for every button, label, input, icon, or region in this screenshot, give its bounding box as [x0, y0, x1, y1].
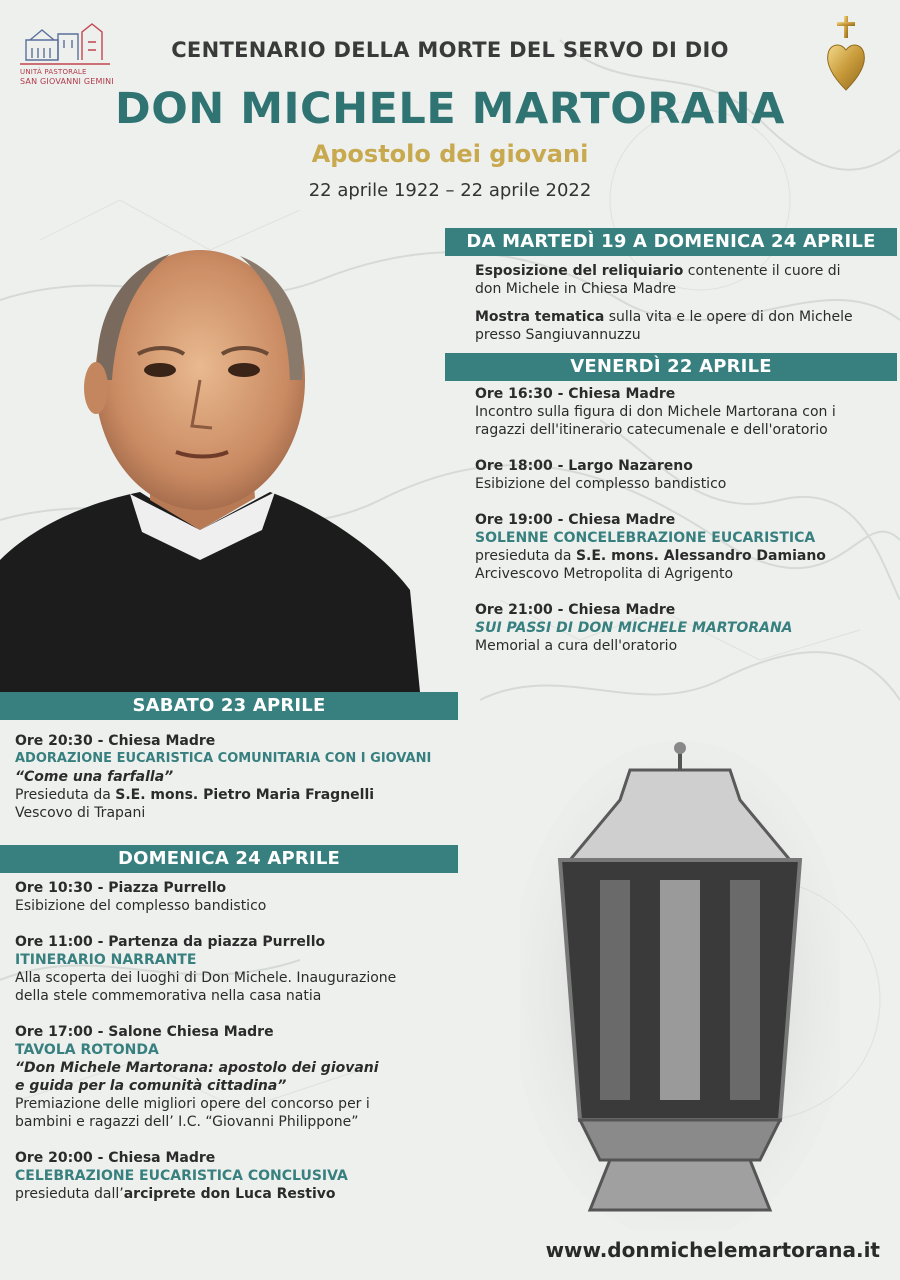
event-time: Ore 16:30 - Chiesa Madre [475, 386, 676, 402]
event-item [15, 732, 455, 822]
event-item [15, 1023, 455, 1131]
event-item [475, 385, 890, 439]
event-quote: “Come una farfalla” [15, 769, 174, 785]
event-line: Alla scoperta dei luoghi di Don Michele. Inaugurazione [15, 970, 397, 986]
section-saturday-content [15, 732, 455, 840]
event-heading: SOLENNE CONCELEBRAZIONE EUCARISTICA [475, 530, 816, 546]
event-line: ragazzi dell'itinerario catecumenale e dell'oratorio [475, 422, 828, 438]
week-item1-bold: Esposizione del reliquiario [475, 263, 684, 279]
event-time: Ore 11:00 - Partenza da piazza Purrello [15, 934, 326, 950]
week-item1-line2: don Michele in Chiesa Madre [475, 281, 677, 297]
event-line-prefix: Presieduta da [15, 787, 116, 803]
week-item2-rest: sulla vita e le opere di don Michele [604, 309, 853, 325]
event-line-prefix: presieduta dall’ [15, 1186, 124, 1202]
event-heading: ADORAZIONE EUCARISTICA COMUNITARIA CON I GIOVANI [15, 751, 432, 766]
website-link[interactable]: www.donmichelemartorana.it [545, 1238, 880, 1262]
event-line: Vescovo di Trapani [15, 805, 146, 821]
event-time: Ore 10:30 - Piazza Purrello [15, 880, 227, 896]
event-heading: SUI PASSI DI DON MICHELE MARTORANA [475, 620, 793, 636]
event-heading: CELEBRAZIONE EUCARISTICA CONCLUSIVA [15, 1168, 348, 1184]
logo-caption-line2: SAN GIOVANNI GEMINI [20, 77, 114, 86]
event-line-bold: S.E. mons. Pietro Maria Fragnelli [115, 787, 375, 803]
section-friday-content [475, 385, 890, 673]
section-heading-saturday: SABATO 23 APRILE [0, 692, 458, 720]
event-quote: e guida per la comunità cittadina” [15, 1078, 287, 1094]
subtitle: Apostolo dei giovani [311, 140, 589, 168]
event-line [15, 786, 455, 804]
event-line: Esibizione del complesso bandistico [15, 898, 267, 914]
reliquary-image [520, 740, 840, 1230]
week-item2-line2: presso Sangiuvannuzzu [475, 327, 641, 343]
event-line: Incontro sulla figura di don Michele Martorana con i [475, 404, 836, 420]
week-item1-line1 [475, 262, 890, 280]
date-range: 22 aprile 1922 – 22 aprile 2022 [308, 180, 592, 201]
week-item1-rest: contenente il cuore di [683, 263, 841, 279]
list-item [475, 308, 890, 344]
section-heading-friday: VENERDÌ 22 APRILE [445, 353, 897, 381]
week-item2-bold: Mostra tematica [475, 309, 605, 325]
section-sunday-content [15, 879, 455, 1221]
week-item2-line1 [475, 308, 890, 326]
event-time: Ore 21:00 - Chiesa Madre [475, 602, 676, 618]
event-line-prefix: presieduta da [475, 548, 576, 564]
page-title: DON MICHELE MARTORANA [115, 84, 785, 134]
section-heading-sunday: DOMENICA 24 APRILE [0, 845, 458, 873]
pre-title: CENTENARIO DELLA MORTE DEL SERVO DI DIO [171, 38, 729, 62]
event-line: Memorial a cura dell'oratorio [475, 638, 678, 654]
portrait-image [0, 230, 430, 692]
event-line: Arcivescovo Metropolita di Agrigento [475, 566, 734, 582]
event-line: della stele commemorativa nella casa natia [15, 988, 322, 1004]
event-line: Premiazione delle migliori opere del concorso per i [15, 1096, 370, 1112]
event-time: Ore 19:00 - Chiesa Madre [475, 512, 676, 528]
event-line: Esibizione del complesso bandistico [475, 476, 727, 492]
event-item [15, 879, 455, 915]
logo-caption-line1: UNITÀ PASTORALE [20, 68, 87, 76]
event-line: bambini e ragazzi dell’ I.C. “Giovanni Philippone” [15, 1114, 359, 1130]
event-heading: ITINERARIO NARRANTE [15, 952, 197, 968]
section-week-content [475, 262, 890, 362]
event-item [475, 457, 890, 493]
event-heading: TAVOLA ROTONDA [15, 1042, 159, 1058]
event-item [15, 1149, 455, 1203]
event-quote: “Don Michele Martorana: apostolo dei giovani [15, 1060, 379, 1076]
event-item [15, 933, 455, 1005]
event-line [15, 1185, 455, 1203]
event-line [475, 547, 890, 565]
event-item [475, 601, 890, 655]
event-time: Ore 20:30 - Chiesa Madre [15, 733, 216, 749]
section-heading-week: DA MARTEDÌ 19 A DOMENICA 24 APRILE [445, 228, 897, 256]
event-time: Ore 20:00 - Chiesa Madre [15, 1150, 216, 1166]
event-time: Ore 17:00 - Salone Chiesa Madre [15, 1024, 274, 1040]
event-item [475, 511, 890, 583]
event-time: Ore 18:00 - Largo Nazareno [475, 458, 693, 474]
event-line-bold: arciprete don Luca Restivo [123, 1186, 336, 1202]
list-item [475, 262, 890, 298]
event-line-bold: S.E. mons. Alessandro Damiano [575, 548, 826, 564]
